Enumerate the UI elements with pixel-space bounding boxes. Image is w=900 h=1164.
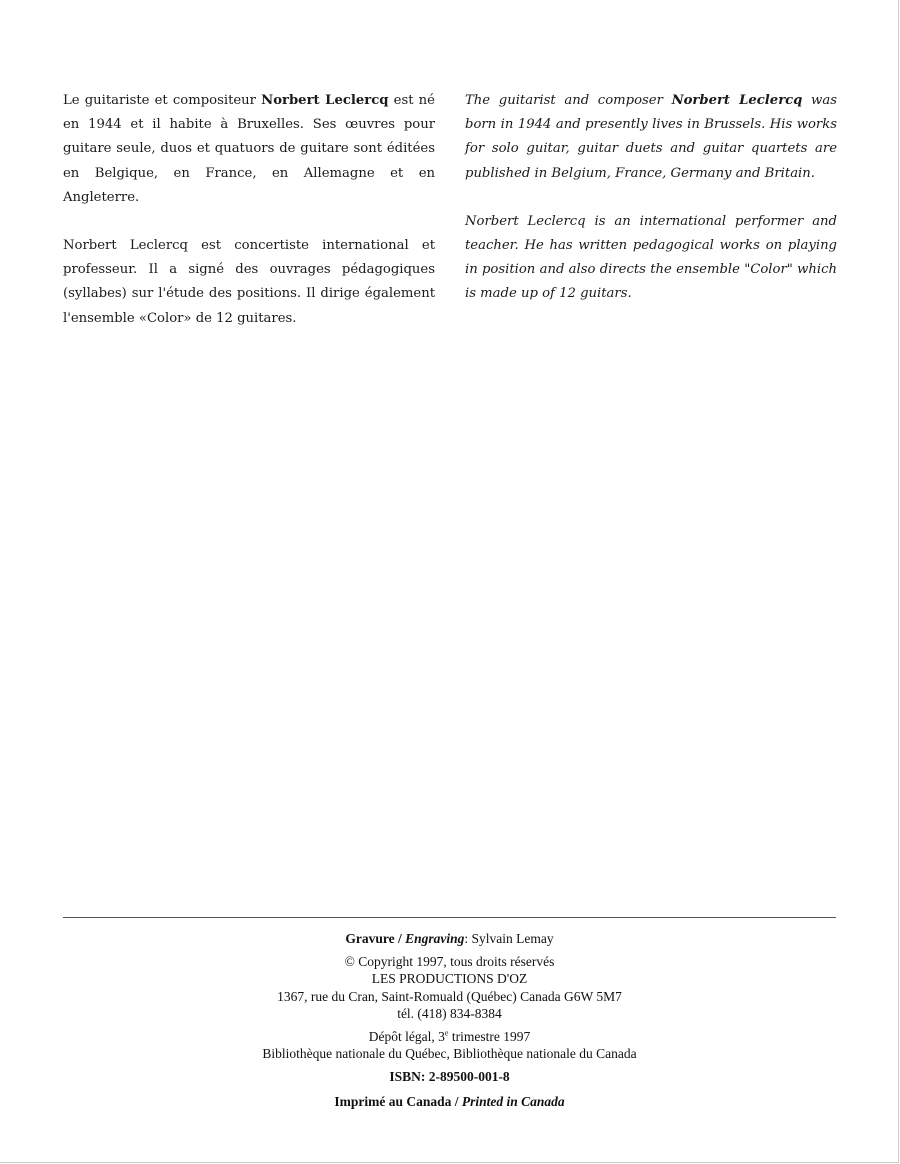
- copyright-line: © Copyright 1997, tous droits réservés: [344, 953, 555, 969]
- french-p1-rest: est né en 1944 et il habite à Bruxelles. Ses œuvres pour guitare seule, duos et quatuors de guitare sont éditées en Belgique, en France, en Allemagne et en Angleterre.: [63, 93, 435, 205]
- legal-deposit-superscript: e: [444, 1028, 449, 1037]
- colophon: [63, 930, 836, 1111]
- english-column: [465, 89, 837, 331]
- printed-in-en: Printed in Canada: [461, 1094, 565, 1109]
- publisher-phone: tél. (418) 834-8384: [397, 1006, 502, 1021]
- english-p1-name: Norbert Leclercq: [671, 93, 803, 108]
- engraving-separator: :: [464, 931, 472, 946]
- french-p1-intro: Le guitariste et compositeur: [63, 93, 262, 108]
- printed-in: [63, 1093, 836, 1111]
- engraver-name: Sylvain Lemay: [471, 931, 554, 946]
- engraving-label-en: Engraving: [405, 931, 465, 946]
- publisher-address: 1367, rue du Cran, Saint-Romuald (Québec) Canada G6W 5M7: [277, 988, 622, 1004]
- english-paragraph-2: Norbert Leclercq is an international performer and teacher. He has written pedagogical works on playing in position and also directs the ensemble "Color" which is made up of 12 guitars.: [465, 213, 837, 302]
- national-libraries: Bibliothèque nationale du Québec, Bibliothèque nationale du Canada: [262, 1046, 637, 1061]
- publisher-name: LES PRODUCTIONS D'OZ: [371, 971, 528, 986]
- french-paragraph-2: Norbert Leclercq est concertiste international et professeur. Il a signé des ouvrages pédagogiques (syllabes) sur l'étude des positions. Il dirige également l'ensemble «Color» de 12 guitares.: [63, 238, 435, 326]
- isbn: ISBN: 2-89500-001-8: [389, 1068, 510, 1084]
- english-p1-intro: The guitarist and composer: [465, 93, 672, 108]
- engraving-label-fr: Gravure /: [345, 931, 406, 946]
- legal-deposit-end: trimestre 1997: [448, 1028, 531, 1044]
- english-paragraph-1: [465, 89, 837, 186]
- french-paragraph-1: [63, 89, 435, 210]
- french-column: [63, 89, 435, 355]
- english-p1-rest: was born in 1944 and presently lives in Brussels. His works for solo guitar, guitar duets and guitar quartets are published in Belgium, France, Germany and Britain.: [465, 93, 837, 181]
- horizontal-rule: [63, 917, 836, 918]
- legal-deposit-start: Dépôt légal, 3: [368, 1028, 445, 1044]
- engraving-credit: [63, 930, 836, 948]
- french-p1-name: Norbert Leclercq: [261, 93, 389, 108]
- printed-in-fr: Imprimé au Canada /: [334, 1094, 462, 1109]
- legal-deposit: [63, 1028, 836, 1046]
